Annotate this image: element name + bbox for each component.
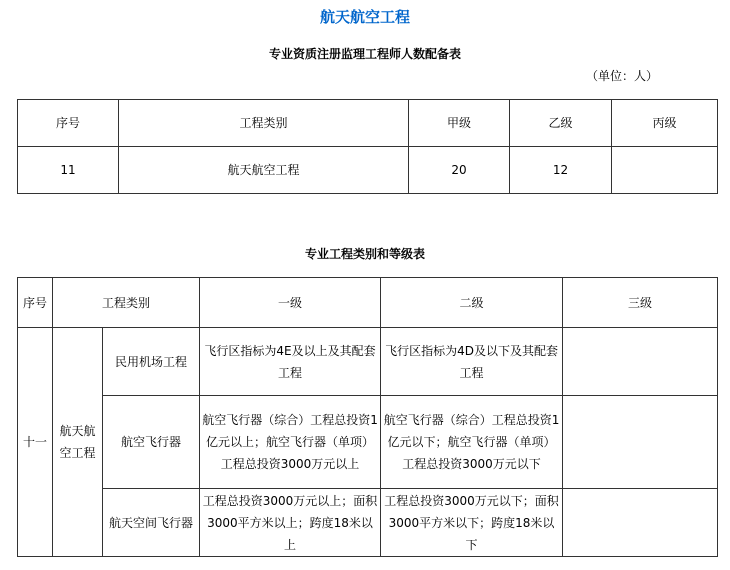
grade2-cell — [381, 328, 563, 396]
header-cell: 丙级 — [612, 100, 718, 147]
grade1-text: 航空飞行器（综合）工程总投资1亿元以上；航空飞行器（单项）工程总投资3000万元以上 — [202, 413, 378, 471]
header-cell: 三级 — [563, 278, 718, 328]
grade1-text: 飞行区指标为4E及以上及其配套工程 — [204, 343, 376, 380]
grade1-cell — [200, 328, 381, 396]
grade1-cell — [200, 489, 381, 557]
header-cell: 序号 — [18, 278, 53, 328]
header-cell: 甲级 — [409, 100, 510, 147]
table-row — [18, 489, 718, 557]
table-cell: 11 — [18, 147, 119, 194]
seq-cell: 十一 — [18, 328, 53, 557]
subcategory-cell: 航空飞行器 — [103, 396, 200, 489]
subcategory-cell: 民用机场工程 — [103, 328, 200, 396]
grade1-cell — [200, 396, 381, 489]
unit-note: （单位：人） — [586, 69, 659, 83]
grade3-cell — [563, 328, 718, 396]
table-row — [18, 396, 718, 489]
subcategory-cell: 航天空间飞行器 — [103, 489, 200, 557]
table-row — [18, 328, 718, 396]
table-cell: 航天航空工程 — [119, 147, 409, 194]
category-label: 航天航空工程 — [59, 424, 96, 460]
header-cell: 乙级 — [510, 100, 612, 147]
grade2-text: 工程总投资3000万元以下；面积3000平方米以下；跨度18米以下 — [384, 493, 559, 552]
grade3-cell — [563, 396, 718, 489]
table-cell: 20 — [409, 147, 510, 194]
grade-table — [17, 277, 718, 557]
grade2-text: 飞行区指标为4D及以下及其配套工程 — [385, 343, 558, 380]
grade3-cell — [563, 489, 718, 557]
grade2-cell — [381, 489, 563, 557]
header-cell: 工程类别 — [119, 100, 409, 147]
table-header-row — [18, 278, 718, 328]
table-header-row — [18, 100, 718, 147]
table-cell: 12 — [510, 147, 612, 194]
staffing-table — [17, 99, 718, 194]
grade1-text: 工程总投资3000万元以上；面积3000平方米以上；跨度18米以上 — [202, 493, 378, 552]
table-row — [18, 147, 718, 194]
header-cell: 工程类别 — [53, 278, 200, 328]
header-cell: 一级 — [200, 278, 381, 328]
page-title: 航天航空工程 — [319, 8, 410, 26]
grade2-text: 航空飞行器（综合）工程总投资1亿元以下；航空飞行器（单项）工程总投资3000万元以下 — [383, 413, 560, 471]
header-cell: 序号 — [18, 100, 119, 147]
table2-caption: 专业工程类别和等级表 — [304, 247, 425, 261]
table-cell — [612, 147, 718, 194]
table1-caption: 专业资质注册监理工程师人数配备表 — [268, 47, 461, 61]
category-cell — [53, 328, 103, 557]
header-cell: 二级 — [381, 278, 563, 328]
grade2-cell — [381, 396, 563, 489]
